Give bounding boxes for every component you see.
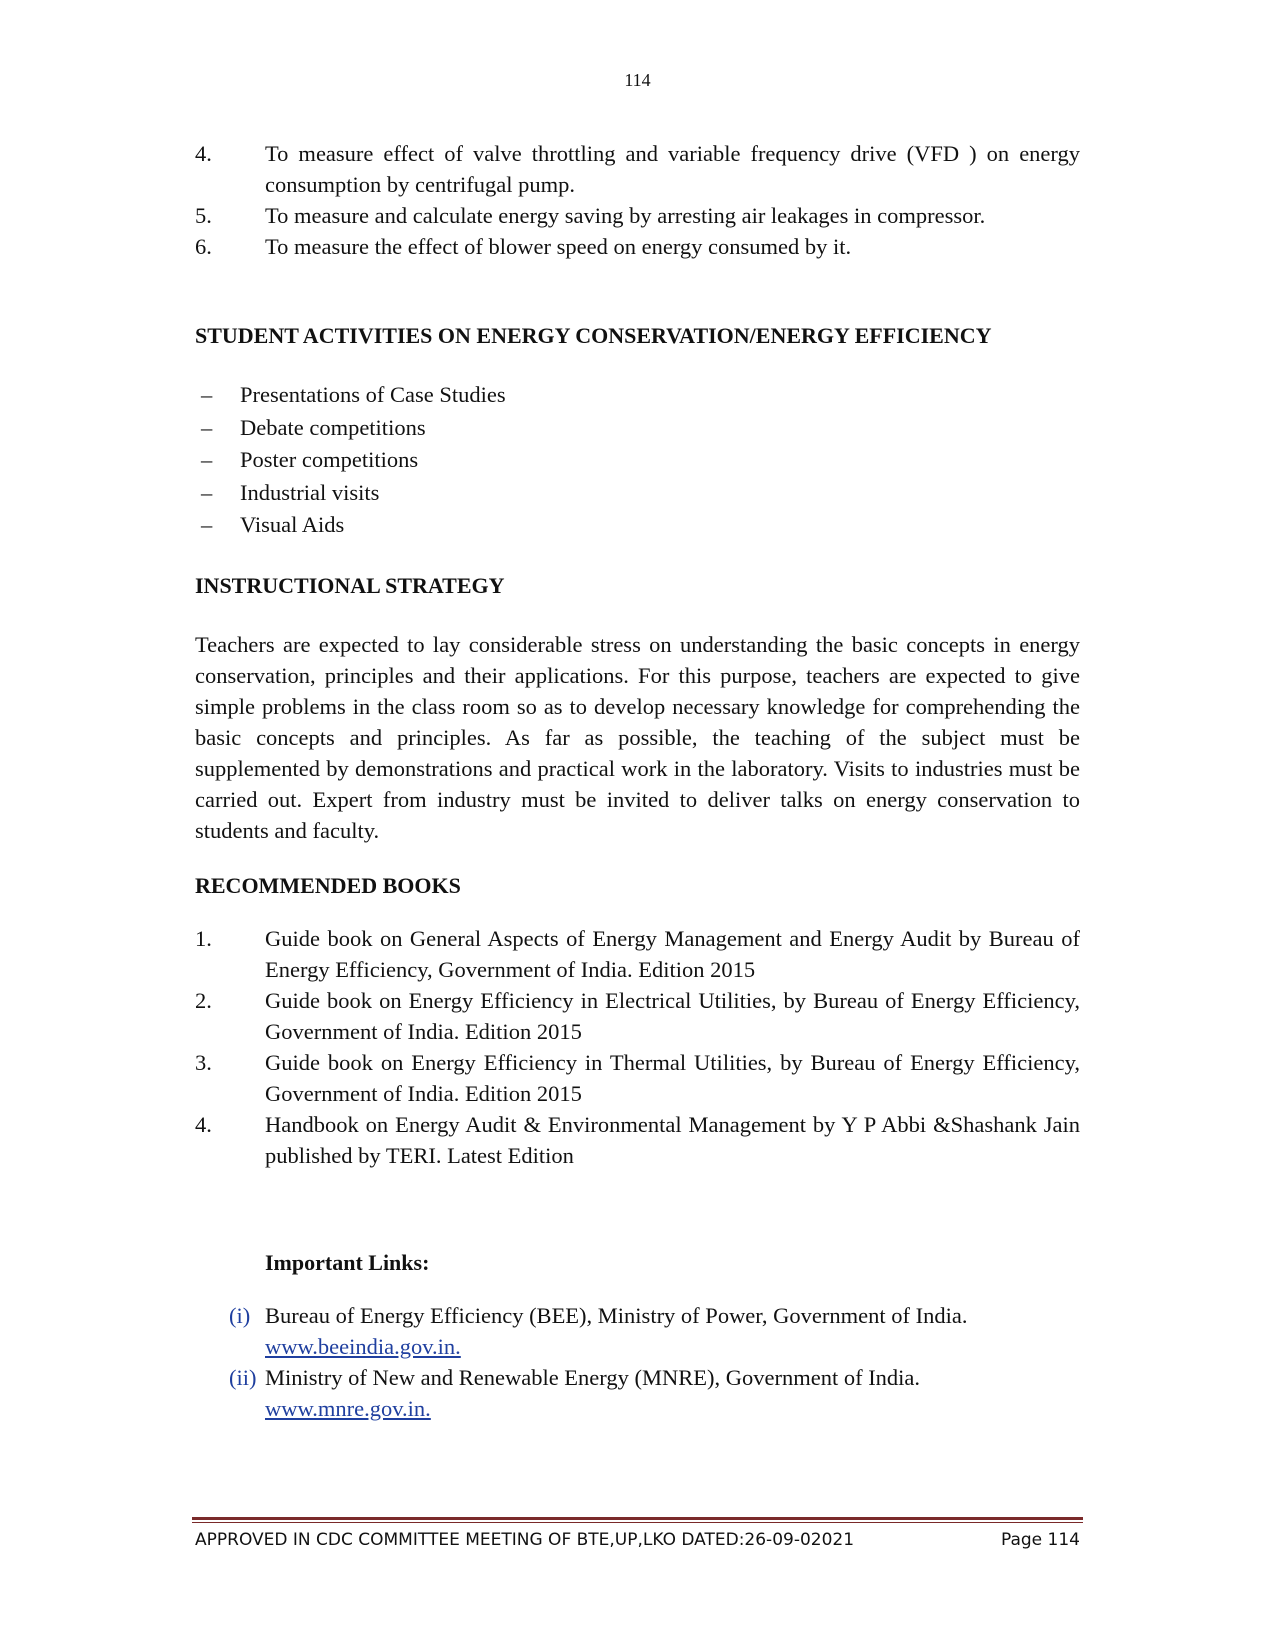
list-item: [195, 200, 1080, 231]
page-number: 114: [624, 70, 651, 90]
activities-list: [195, 379, 1080, 542]
list-item: [229, 1362, 1080, 1424]
list-item: [195, 1047, 1080, 1109]
activities-heading: STUDENT ACTIVITIES ON ENERGY CONSERVATION/ENERGY EFFICIENCY: [195, 323, 992, 348]
link-text: Bureau of Energy Efficiency (BEE), Ministry of Power, Government of India.: [265, 1302, 968, 1328]
activity-text: Industrial visits: [240, 479, 380, 505]
footer-page-label: Page 114: [1000, 1530, 1080, 1550]
bee-link[interactable]: www.beeindia.gov.in.: [265, 1333, 461, 1359]
dash-bullet: –: [201, 382, 213, 407]
activity-text: Presentations of Case Studies: [240, 382, 506, 407]
list-item: [195, 509, 1080, 542]
books-list: [195, 923, 1080, 1171]
list-item: [195, 231, 1080, 262]
roman-numeral: (ii): [229, 1364, 257, 1390]
list-text: To measure the effect of blower speed on energy consumed by it.: [265, 234, 852, 259]
list-item: [195, 1109, 1080, 1171]
intro-list: [195, 138, 1080, 262]
link-text: Ministry of New and Renewable Energy (MNRE), Government of India.: [265, 1364, 921, 1390]
roman-numeral: (i): [229, 1302, 251, 1328]
book-text: Guide book on Energy Efficiency in Thermal Utilities, by Bureau of Energy Efficiency, Government of India. Edition 2015: [265, 1049, 1080, 1106]
list-number: 1.: [195, 925, 212, 951]
list-item: [229, 1300, 1080, 1362]
dash-bullet: –: [201, 479, 213, 505]
list-number: 4.: [195, 141, 212, 166]
link-description: [265, 1362, 1080, 1424]
list-text: To measure effect of valve throttling and variable frequency drive (VFD ) on energy consumption by centrifugal pump.: [265, 141, 1080, 197]
activity-text: Visual Aids: [240, 512, 345, 537]
strategy-paragraph: Teachers are expected to lay considerable stress on understanding the basic concepts in energy conservation, principles and their applications. For this purpose, teachers are expected to give simple problems in the class room so as to develop necessary knowledge for comprehending the basic concepts and principles. As far as possible, the teaching of the subject must be supplemented by demonstrations and practical work in the laboratory. Visits to industries must be carried out. Expert from industry must be invited to deliver talks on energy conservation to students and faculty.: [195, 631, 1080, 843]
list-item: [195, 379, 1080, 412]
dash-bullet: –: [201, 447, 213, 472]
footer-approval-text: APPROVED IN CDC COMMITTEE MEETING OF BTE,UP,LKO DATED:26-09-02021: [195, 1530, 855, 1550]
book-text: Handbook on Energy Audit & Environmental Management by Y P Abbi &Shashank Jain published by TERI. Latest Edition: [265, 1111, 1080, 1168]
list-item: [195, 138, 1080, 200]
page-footer: [195, 1530, 1080, 1550]
list-number: 3.: [195, 1049, 212, 1075]
list-number: 2.: [195, 987, 212, 1013]
dash-bullet: –: [201, 414, 213, 440]
list-item: [195, 412, 1080, 445]
list-number: 4.: [195, 1111, 212, 1137]
books-heading: RECOMMENDED BOOKS: [195, 872, 461, 898]
list-number: 5.: [195, 203, 212, 228]
book-text: Guide book on General Aspects of Energy Management and Energy Audit by Bureau of Energy Efficiency, Government of India. Edition 2015: [265, 925, 1080, 982]
strategy-heading: INSTRUCTIONAL STRATEGY: [195, 572, 505, 598]
book-text: Guide book on Energy Efficiency in Electrical Utilities, by Bureau of Energy Efficiency, Government of India. Edition 2015: [265, 987, 1080, 1044]
links-list: [195, 1300, 1080, 1424]
activity-text: Debate competitions: [240, 414, 426, 440]
list-item: [195, 477, 1080, 510]
activity-text: Poster competitions: [240, 447, 419, 472]
link-description: [265, 1300, 1080, 1362]
footer-divider: [192, 1517, 1083, 1523]
list-number: 6.: [195, 234, 212, 259]
document-body: [195, 138, 1080, 1424]
dash-bullet: –: [201, 512, 213, 537]
list-item: [195, 444, 1080, 477]
list-text: To measure and calculate energy saving by arresting air leakages in compressor.: [265, 203, 986, 228]
mnre-link[interactable]: www.mnre.gov.in.: [265, 1395, 431, 1421]
list-item: [195, 985, 1080, 1047]
links-heading: Important Links:: [265, 1249, 430, 1275]
list-item: [195, 923, 1080, 985]
